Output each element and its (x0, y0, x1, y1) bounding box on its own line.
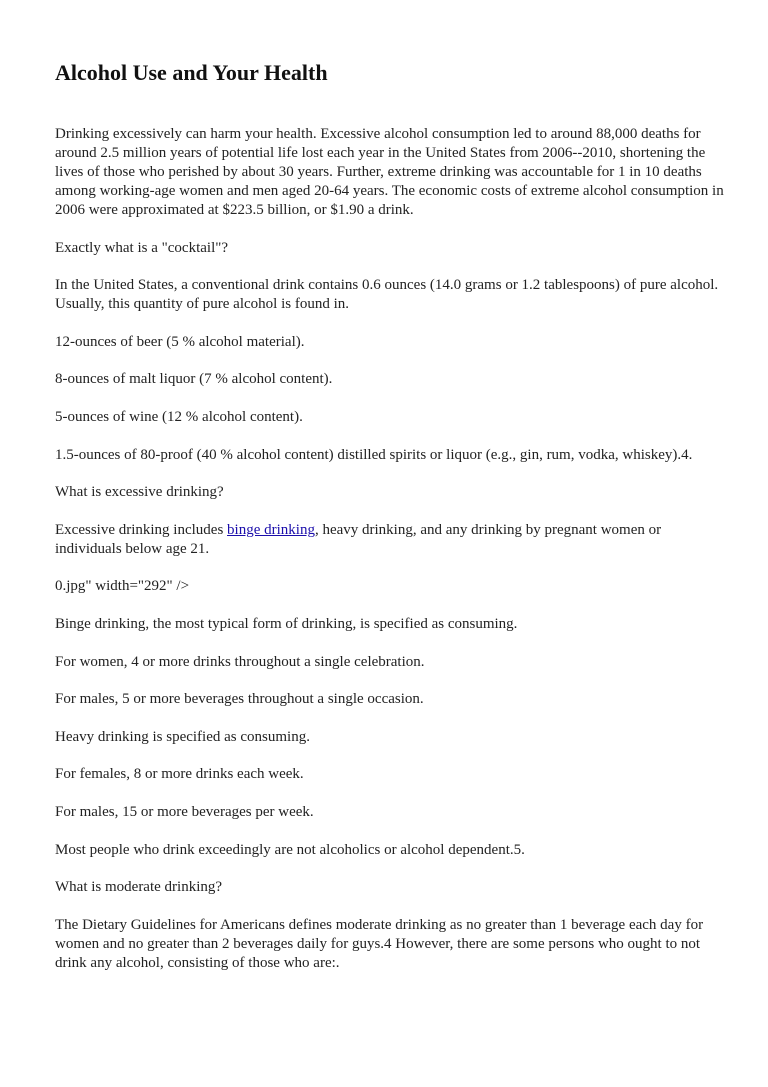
paragraph: Most people who drink exceedingly are not alcoholics or alcohol dependent.5. (55, 841, 525, 858)
binge-drinking-link[interactable]: binge drinking (227, 521, 315, 538)
paragraph: Drinking excessively can harm your health. Excessive alcohol consumption led to around 88,000 deaths for around 2.5 million years of potential life lost each year in the United States from 2006--2010, shortening the lives of those who perished by about 30 years. Further, extreme drinking was accountable for 1 in 10 deaths among working-age women and men aged 20-64 years. The economic costs of extreme alcohol consumption in 2006 were approximated at $223.5 billion, or $1.90 a drink. (55, 126, 724, 218)
paragraph: 0.jpg" width="292" /> (55, 578, 190, 595)
paragraph: Binge drinking, the most typical form of drinking, is specified as consuming. (55, 615, 518, 632)
text: , heavy drinking, and any drinking by pregnant women or individuals below age 21. (55, 521, 662, 557)
page-title: Alcohol Use and Your Health (55, 60, 328, 85)
paragraph: For males, 5 or more beverages throughout a single occasion. (55, 691, 424, 708)
paragraph: 12-ounces of beer (5 % alcohol material). (55, 333, 305, 350)
paragraph: In the United States, a conventional drink contains 0.6 ounces (14.0 grams or 1.2 tablespoons) of pure alcohol. Usually, this quantity of pure alcohol is found in. (55, 277, 719, 313)
paragraph: The Dietary Guidelines for Americans defines moderate drinking as no greater than 1 beverage each day for women and no greater than 2 beverages daily for guys.4 However, there are some persons who ought to not drink any alcohol, consisting of those who are:. (55, 916, 704, 971)
paragraph: 8-ounces of malt liquor (7 % alcohol content). (55, 371, 333, 388)
paragraph: For females, 8 or more drinks each week. (55, 766, 304, 783)
paragraph: For women, 4 or more drinks throughout a single celebration. (55, 653, 425, 670)
paragraph: For males, 15 or more beverages per week. (55, 803, 314, 820)
paragraph: What is moderate drinking? (55, 879, 223, 896)
paragraph-with-link (55, 521, 725, 559)
paragraph: Exactly what is a "cocktail"? (55, 239, 229, 256)
paragraph: What is excessive drinking? (55, 484, 224, 501)
document-page (55, 58, 725, 991)
paragraph: 5-ounces of wine (12 % alcohol content). (55, 408, 303, 425)
text: Excessive drinking includes (55, 521, 228, 538)
paragraph: Heavy drinking is specified as consuming. (55, 728, 310, 745)
paragraph: 1.5-ounces of 80-proof (40 % alcohol content) distilled spirits or liquor (e.g., gin, rum, vodka, whiskey).4. (55, 446, 693, 463)
